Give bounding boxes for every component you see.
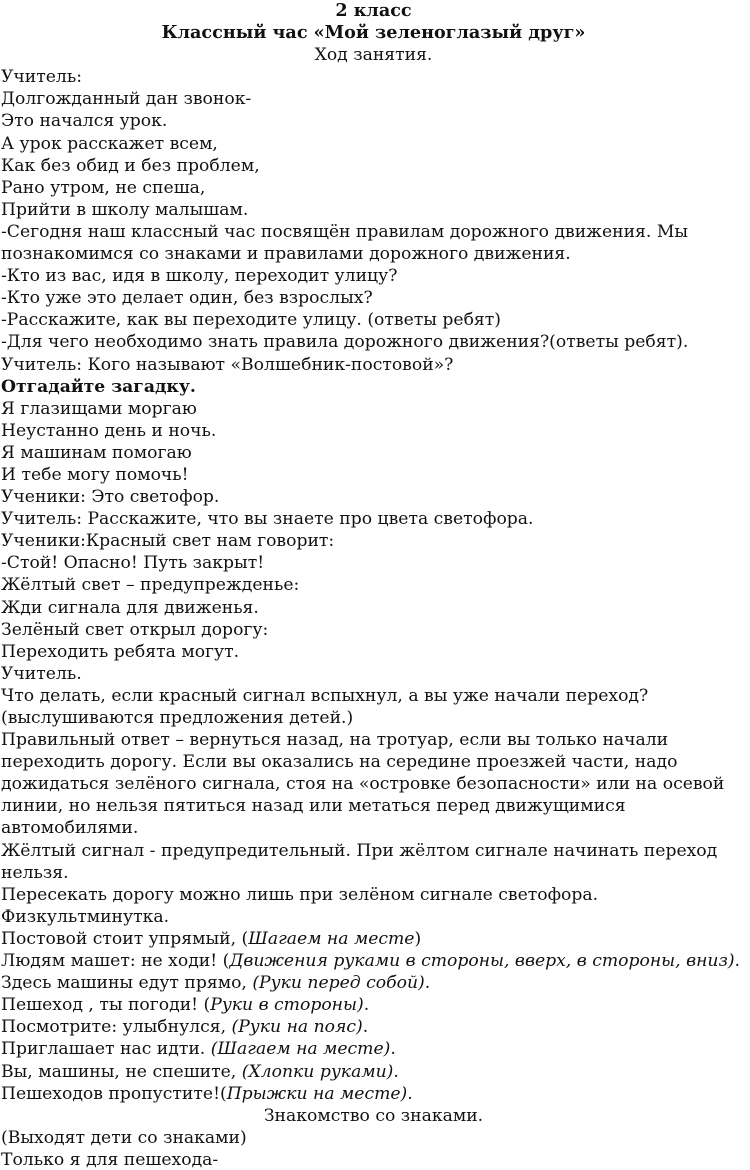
text-span: -Стой! Опасно! Путь закрыт! bbox=[1, 553, 265, 574]
text-span: Я машинам помогаю bbox=[1, 442, 192, 463]
text-line bbox=[1, 906, 746, 928]
text-line bbox=[1, 574, 746, 596]
text-line bbox=[1, 1149, 746, 1170]
italic-text: (Шагаем на месте) bbox=[210, 1039, 391, 1060]
text-line bbox=[1, 685, 746, 707]
text-line bbox=[1, 795, 746, 817]
text-span: Неустанно день и ночь. bbox=[1, 420, 217, 441]
text-span: . bbox=[393, 1061, 399, 1082]
text-span: И тебе могу помочь! bbox=[1, 464, 189, 485]
text-line bbox=[1, 1083, 746, 1105]
text-line bbox=[1, 464, 746, 486]
text-span: Зелёный свет открыл дорогу: bbox=[1, 619, 269, 640]
text-span: автомобилями. bbox=[1, 818, 139, 839]
text-span: дожидаться зелёного сигнала, стоя на «островке безопасности» или на осевой bbox=[1, 774, 725, 795]
text-span: -Расскажите, как вы переходите улицу. (ответы ребят) bbox=[1, 310, 501, 331]
text-line bbox=[1, 243, 746, 265]
text-line bbox=[1, 619, 746, 641]
text-span: (выслушиваются предложения детей.) bbox=[1, 708, 354, 728]
text-span: Я глазищами моргаю bbox=[1, 398, 197, 419]
text-line bbox=[1, 840, 746, 862]
text-span: Правильный ответ – вернуться назад, на тротуар, если вы только начали bbox=[1, 730, 669, 751]
text-span: Переходить ребята могут. bbox=[1, 641, 240, 662]
text-line bbox=[1, 287, 746, 309]
text-span: Учитель: bbox=[1, 67, 82, 88]
text-span: Ученики: Это светофор. bbox=[1, 487, 220, 508]
italic-text: (Руки перед собой) bbox=[252, 973, 425, 994]
text-span: Жёлтый свет – предупрежденье: bbox=[1, 575, 300, 596]
text-line bbox=[1, 1038, 746, 1060]
text-span: Прийти в школу малышам. bbox=[1, 199, 249, 220]
text-line bbox=[1, 376, 746, 398]
text-line bbox=[1, 331, 746, 353]
text-span: Людям машет: не ходи! ( bbox=[1, 951, 230, 972]
text-span: Посмотрите: улыбнулся, bbox=[1, 1017, 232, 1038]
document-subtitle: Ход занятия. bbox=[314, 45, 433, 66]
text-span: Учитель: Кого называют «Волшебник-постовой»? bbox=[1, 354, 454, 375]
text-span: Рано утром, не спеша, bbox=[1, 177, 206, 198]
text-line bbox=[1, 420, 746, 442]
text-line bbox=[1, 309, 746, 331]
italic-text: Прыжки на месте) bbox=[226, 1083, 408, 1104]
document-title: Классный час «Мой зеленоглазый друг» bbox=[161, 22, 586, 44]
italic-text: Руки в стороны) bbox=[210, 995, 364, 1016]
text-span: -Сегодня наш классный час посвящён правилам дорожного движения. Мы bbox=[1, 221, 689, 242]
text-span: Это начался урок. bbox=[1, 111, 168, 132]
text-line bbox=[1, 729, 746, 751]
text-line bbox=[1, 663, 746, 685]
text-line bbox=[1, 1105, 746, 1127]
text-line bbox=[1, 155, 746, 177]
text-line bbox=[1, 354, 746, 376]
text-line bbox=[1, 862, 746, 884]
italic-text: (Руки на пояс) bbox=[231, 1017, 363, 1038]
bold-text: Отгадайте загадку. bbox=[1, 376, 196, 397]
text-line bbox=[1, 773, 746, 795]
text-line bbox=[1, 972, 746, 994]
text-span: . bbox=[424, 973, 431, 994]
text-line bbox=[1, 66, 746, 88]
text-span: Пешеход , ты погоди! ( bbox=[1, 995, 211, 1016]
text-span: -Для чего необходимо знать правила дорожного движения?(ответы ребят). bbox=[1, 332, 689, 353]
text-span: Как без обид и без проблем, bbox=[1, 155, 260, 176]
text-span: Постовой стоит упрямый, ( bbox=[1, 928, 249, 949]
text-span: Долгожданный дан звонок- bbox=[1, 89, 252, 110]
text-line bbox=[1, 133, 746, 155]
text-line bbox=[1, 1127, 746, 1149]
text-line bbox=[1, 950, 746, 972]
text-line bbox=[1, 552, 746, 574]
text-line bbox=[1, 641, 746, 663]
text-line bbox=[1, 884, 746, 906]
text-line bbox=[1, 1061, 746, 1083]
text-span: Учитель: Расскажите, что вы знаете про цвета светофора. bbox=[1, 509, 534, 530]
text-span: Ученики:Красный свет нам говорит: bbox=[1, 531, 335, 552]
text-span: Только я для пешехода- bbox=[1, 1149, 219, 1170]
text-line bbox=[1, 486, 746, 508]
text-line bbox=[1, 508, 746, 530]
text-span: Здесь машины едут прямо, bbox=[1, 973, 253, 994]
text-line bbox=[1, 817, 746, 839]
text-line bbox=[1, 707, 746, 729]
grade-heading: 2 класс bbox=[335, 0, 412, 21]
text-span: -Кто из вас, идя в школу, переходит улицу? bbox=[1, 266, 398, 287]
text-span: Вы, машины, не спешите, bbox=[1, 1061, 242, 1082]
text-span: познакомимся со знаками и правилами дорожного движения. bbox=[1, 244, 571, 265]
text-span: . bbox=[734, 951, 741, 972]
text-span: переходить дорогу. Если вы оказались на середине проезжей части, надо bbox=[1, 752, 678, 773]
text-span: Жди сигнала для движенья. bbox=[1, 597, 259, 618]
text-line bbox=[1, 928, 746, 950]
text-span: Приглашает нас идти. bbox=[1, 1039, 211, 1060]
text-span: -Кто уже это делает один, без взрослых? bbox=[1, 288, 373, 309]
text-span: ) bbox=[414, 928, 422, 949]
text-span: Что делать, если красный сигнал вспыхнул, а вы уже начали переход? bbox=[1, 685, 649, 706]
italic-text: (Хлопки руками) bbox=[241, 1061, 394, 1082]
text-span: . bbox=[390, 1039, 396, 1060]
text-line bbox=[1, 110, 746, 132]
text-span: Физкультминутка. bbox=[1, 906, 170, 927]
text-line bbox=[1, 398, 746, 420]
italic-text: Шагаем на месте bbox=[248, 928, 415, 949]
text-span: А урок расскажет всем, bbox=[1, 133, 218, 154]
text-span: Учитель. bbox=[1, 663, 82, 684]
text-span: линии, но нельзя пятиться назад или метаться перед движущимися bbox=[1, 796, 626, 817]
italic-text: Движения руками в стороны, вверх, в стороны, вниз) bbox=[229, 951, 735, 972]
text-line bbox=[1, 530, 746, 552]
text-line bbox=[1, 199, 746, 221]
text-line bbox=[1, 442, 746, 464]
text-line bbox=[1, 1016, 746, 1038]
text-line bbox=[1, 751, 746, 773]
text-span: нельзя. bbox=[1, 862, 69, 883]
text-span: Пересекать дорогу можно лишь при зелёном сигнале светофора. bbox=[1, 884, 599, 905]
text-span: . bbox=[407, 1083, 413, 1104]
text-span: . bbox=[362, 1017, 369, 1038]
text-line bbox=[1, 221, 746, 243]
text-line bbox=[1, 177, 746, 199]
text-span: . bbox=[363, 995, 370, 1016]
text-line bbox=[1, 597, 746, 619]
text-line bbox=[1, 994, 746, 1016]
text-span: (Выходят дети со знаками) bbox=[1, 1127, 247, 1148]
text-span: Жёлтый сигнал - предупредительный. При жёлтом сигнале начинать переход bbox=[1, 840, 718, 861]
text-span: Знакомство со знаками. bbox=[263, 1105, 484, 1126]
document-body bbox=[1, 66, 746, 1170]
text-line bbox=[1, 88, 746, 110]
text-span: Пешеходов пропустите!( bbox=[1, 1083, 227, 1104]
text-line bbox=[1, 265, 746, 287]
